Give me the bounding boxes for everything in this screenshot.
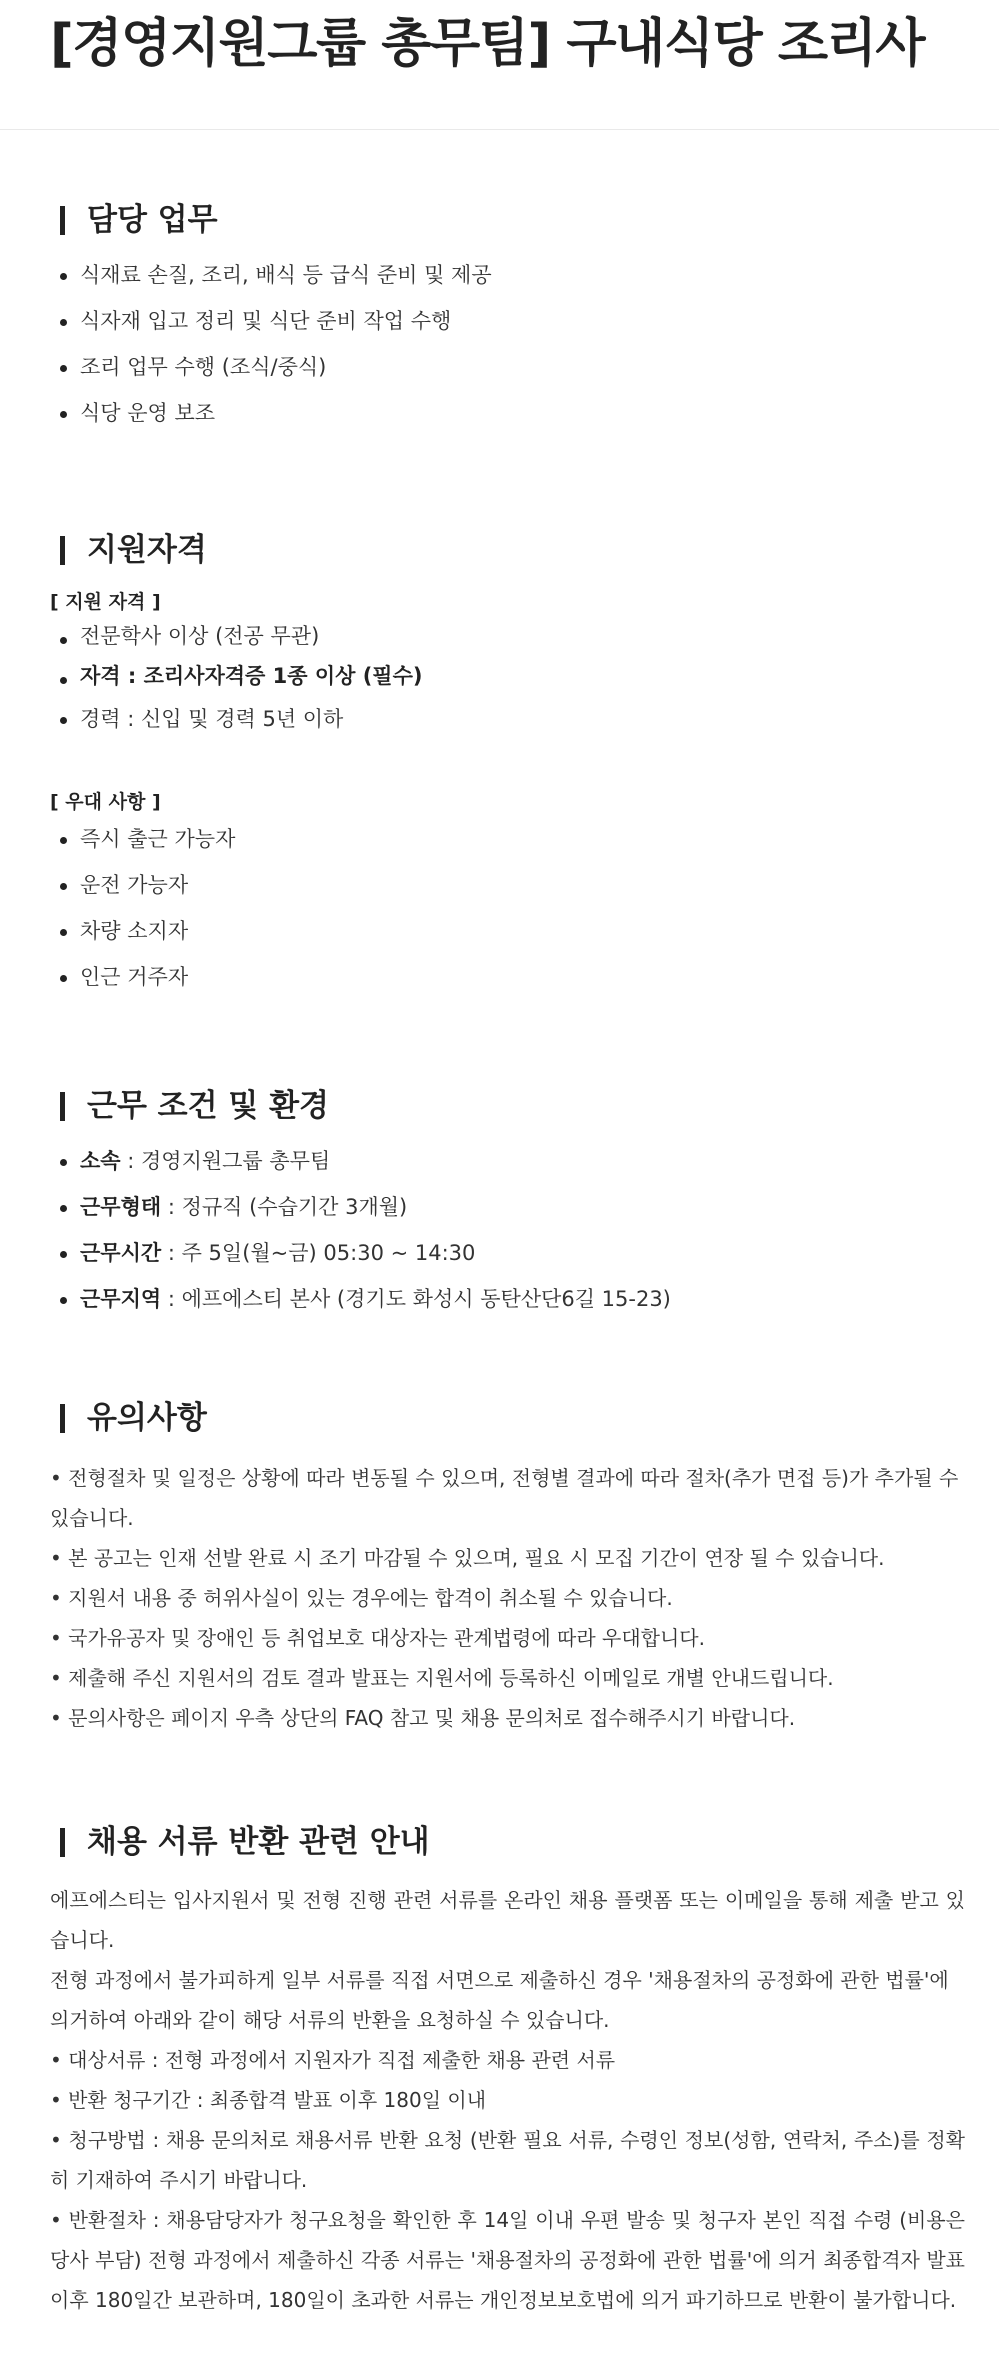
list-item: 차량 소지자 [50, 908, 999, 954]
paragraph: • 반환절차 : 채용담당자가 청구요청을 확인한 후 14일 이내 우편 발송 및 청구자 본인 직접 수령 (비용은 당사 부담) 전형 과정에서 제출하신 각종 서류는 '채용절차의 공정화에 관한 법률'에 의거 최종합격자 발표 이후 180일간 보관하며, 180일이 초과한 서류는 개인정보보호법에 의거 파기하므로 반환이 불가합니다. [50, 2208, 965, 2312]
note-item: • 전형절차 및 일정은 상황에 따라 변동될 수 있으며, 전형별 결과에 따라 절차(추가 면접 등)가 추가될 수 있습니다. [50, 1466, 959, 1530]
heading-bar [60, 1828, 65, 1857]
list-item: 즉시 출근 가능자 [50, 816, 999, 862]
note-item: • 본 공고는 인재 선발 완료 시 조기 마감될 수 있으며, 필요 시 모집 기간이 연장 될 수 있습니다. [50, 1546, 885, 1570]
list-item [50, 1276, 999, 1322]
paragraph: • 청구방법 : 채용 문의처로 채용서류 반환 요청 (반환 필요 서류, 수령인 정보(성함, 연락처, 주소)를 정확히 기재하여 주시기 바랍니다. [50, 2128, 965, 2192]
condition-value: : 에프에스티 본사 (경기도 화성시 동탄산단6길 15-23) [161, 1287, 671, 1311]
page-title: [경영지원그룹 총무팀] 구내식당 조리사 [50, 14, 925, 74]
list-item [50, 1230, 999, 1276]
condition-label: 근무시간 [80, 1241, 162, 1265]
heading-bar [60, 206, 65, 235]
conditions-heading [50, 1086, 999, 1126]
condition-value: : 주 5일(월~금) 05:30 ~ 14:30 [161, 1241, 476, 1265]
paragraph: • 반환 청구기간 : 최종합격 발표 이후 180일 이내 [50, 2088, 487, 2112]
heading-bar [60, 1092, 65, 1121]
list-item: 조리 업무 수행 (조식/중식) [50, 344, 999, 390]
condition-value: : 경영지원그룹 총무팀 [120, 1149, 331, 1173]
preferred-list [50, 816, 999, 1000]
document-return-heading [50, 1822, 999, 1862]
condition-label: 소속 [80, 1149, 121, 1173]
heading-bar [60, 536, 65, 565]
job-posting-content [0, 130, 999, 2320]
list-item: 운전 가능자 [50, 862, 999, 908]
note-item: • 문의사항은 페이지 우측 상단의 FAQ 참고 및 채용 문의처로 접수해주시기 바랍니다. [50, 1706, 796, 1730]
document-return-section [50, 1738, 999, 2320]
note-item: • 국가유공자 및 장애인 등 취업보호 대상자는 관계법령에 따라 우대합니다. [50, 1626, 705, 1650]
qualifications-heading [50, 530, 999, 570]
duties-section [50, 130, 999, 436]
duties-heading-text: 담당 업무 [87, 202, 218, 238]
required-label: [ 지원 자격 ] [50, 591, 161, 613]
conditions-list [50, 1138, 999, 1322]
list-item: 인근 거주자 [50, 954, 999, 1000]
required-list [50, 616, 999, 742]
notes-list [50, 1458, 965, 1738]
paragraph: 에프에스티는 입사지원서 및 전형 진행 관련 서류를 온라인 채용 플랫폼 또는 이메일을 통해 제출 받고 있습니다. [50, 1888, 965, 1952]
conditions-section [50, 1000, 999, 1322]
document-return-body [50, 1880, 965, 2320]
list-item: 전문학사 이상 (전공 무관) [50, 616, 999, 656]
list-item [50, 1138, 999, 1184]
page-header [0, 0, 999, 130]
preferred-label: [ 우대 사항 ] [50, 791, 161, 813]
list-item: 경력 : 신입 및 경력 5년 이하 [50, 696, 999, 742]
condition-label: 근무형태 [80, 1195, 162, 1219]
qualifications-heading-text: 지원자격 [87, 532, 207, 568]
notes-heading [50, 1398, 999, 1438]
paragraph: 전형 과정에서 불가피하게 일부 서류를 직접 서면으로 제출하신 경우 '채용절차의 공정화에 관한 법률'에 의거하여 아래와 같이 해당 서류의 반환을 요청하실 수 있습니다. [50, 1968, 949, 2032]
notes-section [50, 1322, 999, 1738]
document-return-heading-text: 채용 서류 반환 관련 안내 [87, 1824, 430, 1860]
notes-heading-text: 유의사항 [87, 1400, 207, 1436]
note-item: • 지원서 내용 중 허위사실이 있는 경우에는 합격이 취소될 수 있습니다. [50, 1586, 673, 1610]
paragraph: • 대상서류 : 전형 과정에서 지원자가 직접 제출한 채용 관련 서류 [50, 2048, 616, 2072]
duties-heading [50, 200, 999, 240]
note-item: • 제출해 주신 지원서의 검토 결과 발표는 지원서에 등록하신 이메일로 개별 안내드립니다. [50, 1666, 834, 1690]
condition-label: 근무지역 [80, 1287, 162, 1311]
conditions-heading-text: 근무 조건 및 환경 [87, 1088, 329, 1124]
list-item: 식재료 손질, 조리, 배식 등 급식 준비 및 제공 [50, 252, 999, 298]
qualifications-section [50, 436, 999, 1000]
heading-bar [60, 1404, 65, 1433]
duties-list [50, 252, 999, 436]
list-item: 식자재 입고 정리 및 식단 준비 작업 수행 [50, 298, 999, 344]
condition-value: : 정규직 (수습기간 3개월) [161, 1195, 408, 1219]
list-item [50, 1184, 999, 1230]
list-item: 식당 운영 보조 [50, 390, 999, 436]
list-item: 자격 : 조리사자격증 1종 이상 (필수) [50, 656, 999, 696]
